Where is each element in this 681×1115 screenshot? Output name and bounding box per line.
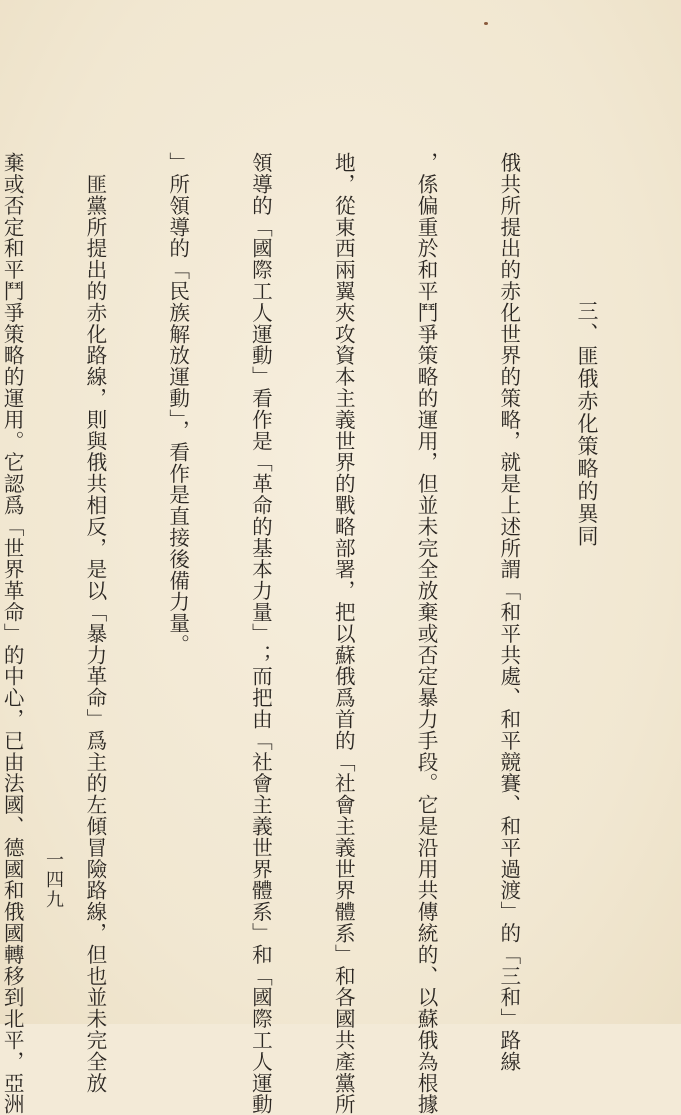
text-column: 匪黨所提出的赤化路線，則與俄共相反，是以「暴力革命」爲主的左傾冒險路線，但也並未完全放 [82,152,107,1094]
text-column: 棄或否定和平鬥爭策略的運用。它認爲「世界革命」的中心，已由法國、德國和俄國轉移到北平，亞洲 [0,152,25,1115]
text-column: 領導的「國際工人運動」看作是「革命的基本力量」；而把由「社會主義世界體系」和「國際工人運動 [248,152,273,1115]
section-heading: 三、匪俄赤化策略的異同 [575,300,599,548]
text-column: 地，從東西兩翼夾攻資本主義世界的戰略部署，把以蘇俄爲首的「社會主義世界體系」和各國共產黨所 [331,152,356,1115]
paper-speck [484,22,488,25]
text-column: 俄共所提出的赤化世界的策略，就是上述所謂「和平共處、和平競賽、和平過渡」的「三和」路線 [496,152,521,1073]
body-text [0,152,577,1115]
page-number: 一四九 [43,850,64,910]
text-column: 」所領導的「民族解放運動」，看作是直接後備力量。 [165,152,190,656]
text-column: ，係偏重於和平鬥爭策略的運用，但並未完全放棄或否定暴力手段。它是沿用共傳統的、以蘇俄為根據 [414,152,439,1115]
